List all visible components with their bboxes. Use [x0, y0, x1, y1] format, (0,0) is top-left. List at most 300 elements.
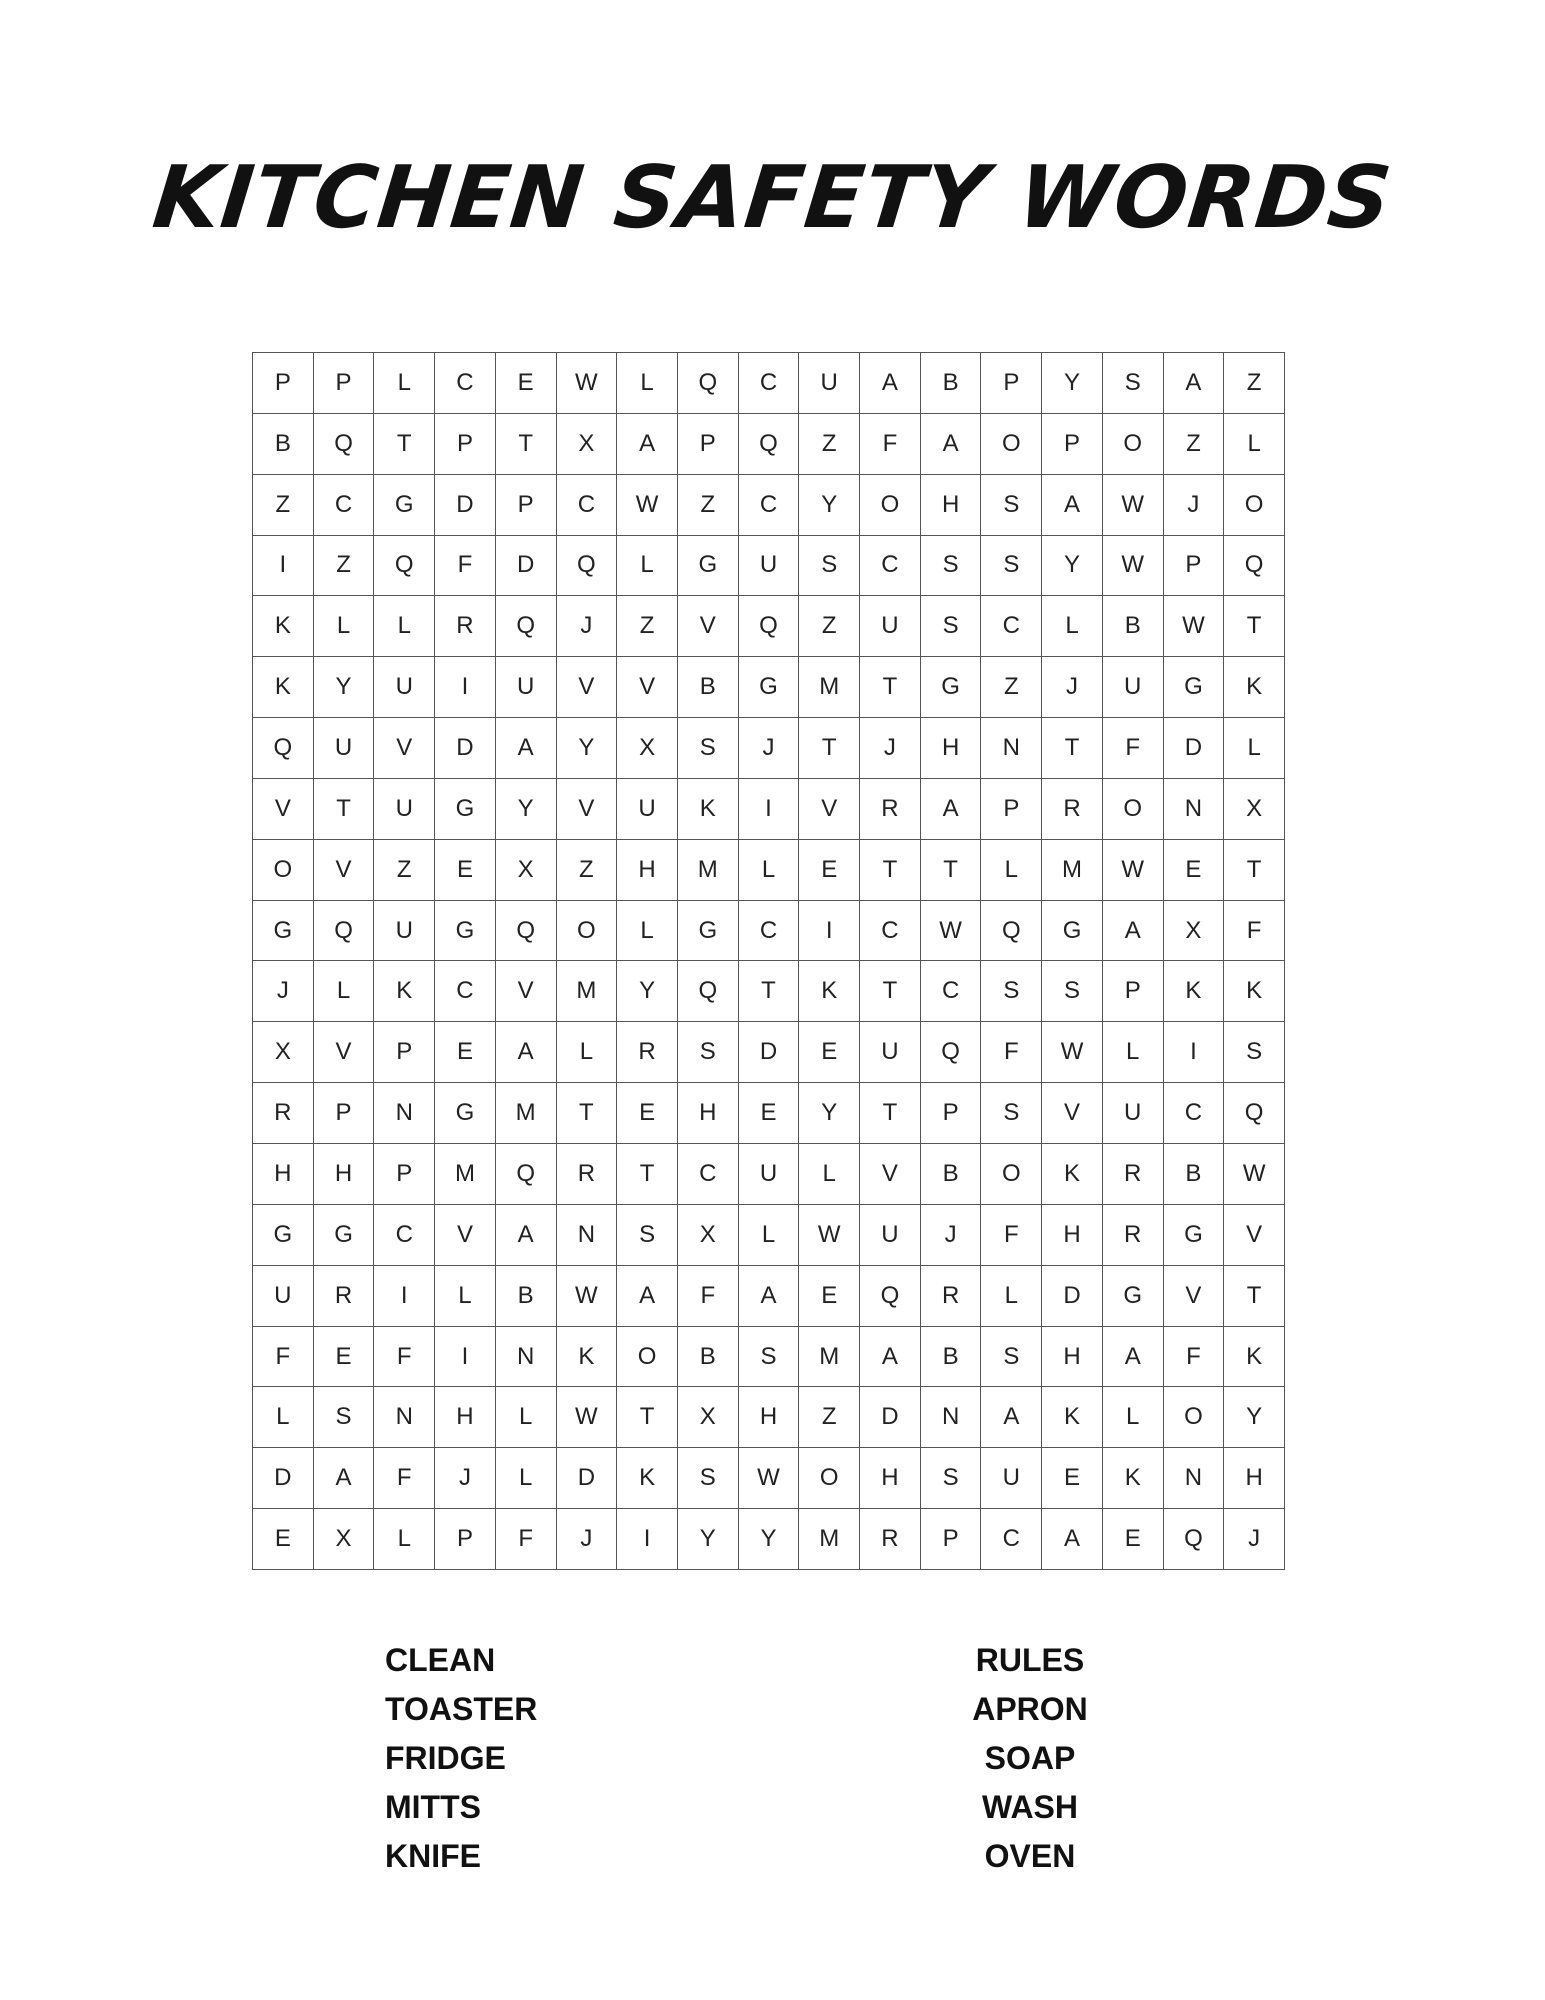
grid-cell[interactable]: Q — [860, 1266, 921, 1327]
grid-cell[interactable]: R — [860, 1509, 921, 1570]
grid-cell[interactable]: Y — [739, 1509, 800, 1570]
grid-cell[interactable]: L — [739, 1205, 800, 1266]
grid-cell[interactable]: N — [1164, 779, 1225, 840]
grid-cell[interactable]: S — [981, 475, 1042, 536]
grid-cell[interactable]: T — [1224, 1266, 1285, 1327]
grid-cell[interactable]: R — [435, 596, 496, 657]
grid-cell[interactable]: F — [860, 414, 921, 475]
grid-cell[interactable]: F — [253, 1327, 314, 1388]
grid-cell[interactable]: U — [981, 1448, 1042, 1509]
grid-cell[interactable]: E — [799, 1022, 860, 1083]
grid-cell[interactable]: G — [435, 1083, 496, 1144]
grid-cell[interactable]: L — [253, 1387, 314, 1448]
grid-cell[interactable]: I — [253, 536, 314, 597]
grid-cell[interactable]: A — [921, 779, 982, 840]
grid-cell[interactable]: D — [435, 475, 496, 536]
grid-cell[interactable]: G — [1164, 1205, 1225, 1266]
grid-cell[interactable]: B — [921, 353, 982, 414]
grid-cell[interactable]: O — [981, 414, 1042, 475]
grid-cell[interactable]: F — [374, 1327, 435, 1388]
grid-cell[interactable]: W — [1103, 840, 1164, 901]
grid-cell[interactable]: K — [1042, 1144, 1103, 1205]
grid-cell[interactable]: G — [374, 475, 435, 536]
grid-cell[interactable]: T — [739, 961, 800, 1022]
grid-cell[interactable]: U — [374, 901, 435, 962]
grid-cell[interactable]: G — [1103, 1266, 1164, 1327]
grid-cell[interactable]: A — [1042, 1509, 1103, 1570]
grid-cell[interactable]: H — [1042, 1327, 1103, 1388]
grid-cell[interactable]: L — [1103, 1387, 1164, 1448]
grid-cell[interactable]: M — [678, 840, 739, 901]
grid-cell[interactable]: K — [1224, 961, 1285, 1022]
grid-cell[interactable]: Q — [678, 961, 739, 1022]
grid-cell[interactable]: S — [921, 596, 982, 657]
grid-cell[interactable]: S — [981, 1327, 1042, 1388]
grid-cell[interactable]: P — [981, 353, 1042, 414]
grid-cell[interactable]: V — [1042, 1083, 1103, 1144]
grid-cell[interactable]: N — [981, 718, 1042, 779]
grid-cell[interactable]: I — [435, 1327, 496, 1388]
grid-cell[interactable]: L — [435, 1266, 496, 1327]
grid-cell[interactable]: O — [253, 840, 314, 901]
grid-cell[interactable]: X — [314, 1509, 375, 1570]
grid-cell[interactable]: D — [496, 536, 557, 597]
grid-cell[interactable]: Z — [253, 475, 314, 536]
grid-cell[interactable]: B — [1103, 596, 1164, 657]
grid-cell[interactable]: I — [1164, 1022, 1225, 1083]
grid-cell[interactable]: D — [860, 1387, 921, 1448]
grid-cell[interactable]: S — [981, 1083, 1042, 1144]
grid-cell[interactable]: P — [253, 353, 314, 414]
grid-cell[interactable]: S — [1224, 1022, 1285, 1083]
grid-cell[interactable]: P — [1042, 414, 1103, 475]
grid-cell[interactable]: Z — [1224, 353, 1285, 414]
grid-cell[interactable]: H — [253, 1144, 314, 1205]
grid-cell[interactable]: L — [557, 1022, 618, 1083]
grid-cell[interactable]: Q — [678, 353, 739, 414]
grid-cell[interactable]: R — [314, 1266, 375, 1327]
grid-cell[interactable]: A — [496, 718, 557, 779]
grid-cell[interactable]: L — [1042, 596, 1103, 657]
grid-cell[interactable]: V — [1164, 1266, 1225, 1327]
grid-cell[interactable]: D — [253, 1448, 314, 1509]
grid-cell[interactable]: T — [860, 657, 921, 718]
grid-cell[interactable]: Y — [617, 961, 678, 1022]
grid-cell[interactable]: W — [1164, 596, 1225, 657]
grid-cell[interactable]: G — [314, 1205, 375, 1266]
grid-cell[interactable]: E — [1164, 840, 1225, 901]
grid-cell[interactable]: V — [374, 718, 435, 779]
grid-cell[interactable]: U — [314, 718, 375, 779]
grid-cell[interactable]: J — [1042, 657, 1103, 718]
grid-cell[interactable]: Q — [1224, 536, 1285, 597]
grid-cell[interactable]: A — [617, 1266, 678, 1327]
grid-cell[interactable]: V — [314, 1022, 375, 1083]
grid-cell[interactable]: W — [1224, 1144, 1285, 1205]
grid-cell[interactable]: J — [739, 718, 800, 779]
grid-cell[interactable]: W — [739, 1448, 800, 1509]
grid-cell[interactable]: U — [1103, 1083, 1164, 1144]
grid-cell[interactable]: Z — [1164, 414, 1225, 475]
grid-cell[interactable]: B — [678, 657, 739, 718]
grid-cell[interactable]: S — [921, 1448, 982, 1509]
grid-cell[interactable]: C — [435, 961, 496, 1022]
grid-cell[interactable]: U — [374, 657, 435, 718]
grid-cell[interactable]: Q — [496, 1144, 557, 1205]
grid-cell[interactable]: C — [557, 475, 618, 536]
grid-cell[interactable]: F — [1224, 901, 1285, 962]
grid-cell[interactable]: G — [1164, 657, 1225, 718]
grid-cell[interactable]: Y — [496, 779, 557, 840]
grid-cell[interactable]: R — [1103, 1205, 1164, 1266]
grid-cell[interactable]: W — [557, 353, 618, 414]
grid-cell[interactable]: E — [1042, 1448, 1103, 1509]
grid-cell[interactable]: A — [314, 1448, 375, 1509]
grid-cell[interactable]: P — [374, 1022, 435, 1083]
grid-cell[interactable]: Z — [557, 840, 618, 901]
grid-cell[interactable]: Q — [739, 596, 800, 657]
grid-cell[interactable]: L — [739, 840, 800, 901]
grid-cell[interactable]: R — [1103, 1144, 1164, 1205]
grid-cell[interactable]: K — [557, 1327, 618, 1388]
grid-cell[interactable]: Y — [799, 1083, 860, 1144]
grid-cell[interactable]: X — [678, 1205, 739, 1266]
grid-cell[interactable]: H — [678, 1083, 739, 1144]
grid-cell[interactable]: O — [799, 1448, 860, 1509]
grid-cell[interactable]: C — [860, 901, 921, 962]
grid-cell[interactable]: H — [921, 475, 982, 536]
grid-cell[interactable]: L — [314, 961, 375, 1022]
grid-cell[interactable]: L — [981, 840, 1042, 901]
grid-cell[interactable]: G — [678, 901, 739, 962]
grid-cell[interactable]: U — [860, 596, 921, 657]
grid-cell[interactable]: Q — [496, 901, 557, 962]
grid-cell[interactable]: R — [617, 1022, 678, 1083]
grid-cell[interactable]: U — [739, 1144, 800, 1205]
grid-cell[interactable]: T — [799, 718, 860, 779]
grid-cell[interactable]: U — [739, 536, 800, 597]
grid-cell[interactable]: U — [799, 353, 860, 414]
grid-cell[interactable]: G — [1042, 901, 1103, 962]
grid-cell[interactable]: W — [1042, 1022, 1103, 1083]
grid-cell[interactable]: L — [374, 596, 435, 657]
grid-cell[interactable]: G — [678, 536, 739, 597]
grid-cell[interactable]: Z — [678, 475, 739, 536]
grid-cell[interactable]: F — [678, 1266, 739, 1327]
grid-cell[interactable]: Z — [617, 596, 678, 657]
grid-cell[interactable]: B — [921, 1327, 982, 1388]
grid-cell[interactable]: T — [921, 840, 982, 901]
grid-cell[interactable]: B — [496, 1266, 557, 1327]
grid-cell[interactable]: C — [981, 596, 1042, 657]
grid-cell[interactable]: A — [921, 414, 982, 475]
grid-cell[interactable]: K — [1164, 961, 1225, 1022]
grid-cell[interactable]: G — [253, 901, 314, 962]
grid-cell[interactable]: W — [1103, 536, 1164, 597]
grid-cell[interactable]: C — [314, 475, 375, 536]
grid-cell[interactable]: O — [981, 1144, 1042, 1205]
grid-cell[interactable]: A — [1042, 475, 1103, 536]
grid-cell[interactable]: Z — [799, 414, 860, 475]
grid-cell[interactable]: X — [496, 840, 557, 901]
grid-cell[interactable]: L — [1224, 718, 1285, 779]
grid-cell[interactable]: V — [557, 779, 618, 840]
grid-cell[interactable]: F — [1103, 718, 1164, 779]
grid-cell[interactable]: C — [435, 353, 496, 414]
grid-cell[interactable]: U — [860, 1205, 921, 1266]
grid-cell[interactable]: P — [496, 475, 557, 536]
grid-cell[interactable]: H — [1042, 1205, 1103, 1266]
grid-cell[interactable]: H — [435, 1387, 496, 1448]
grid-cell[interactable]: C — [739, 901, 800, 962]
grid-cell[interactable]: D — [739, 1022, 800, 1083]
grid-cell[interactable]: M — [799, 1509, 860, 1570]
grid-cell[interactable]: Y — [557, 718, 618, 779]
grid-cell[interactable]: E — [314, 1327, 375, 1388]
grid-cell[interactable]: P — [435, 1509, 496, 1570]
grid-cell[interactable]: Y — [314, 657, 375, 718]
grid-cell[interactable]: P — [678, 414, 739, 475]
grid-cell[interactable]: S — [678, 1022, 739, 1083]
grid-cell[interactable]: S — [739, 1327, 800, 1388]
grid-cell[interactable]: U — [617, 779, 678, 840]
grid-cell[interactable]: E — [799, 1266, 860, 1327]
grid-cell[interactable]: C — [678, 1144, 739, 1205]
grid-cell[interactable]: L — [496, 1387, 557, 1448]
grid-cell[interactable]: S — [921, 536, 982, 597]
grid-cell[interactable]: M — [435, 1144, 496, 1205]
grid-cell[interactable]: D — [557, 1448, 618, 1509]
grid-cell[interactable]: M — [1042, 840, 1103, 901]
grid-cell[interactable]: O — [860, 475, 921, 536]
grid-cell[interactable]: H — [739, 1387, 800, 1448]
grid-cell[interactable]: F — [435, 536, 496, 597]
grid-cell[interactable]: P — [921, 1083, 982, 1144]
grid-cell[interactable]: K — [1224, 657, 1285, 718]
grid-cell[interactable]: R — [253, 1083, 314, 1144]
grid-cell[interactable]: I — [617, 1509, 678, 1570]
grid-cell[interactable]: E — [435, 840, 496, 901]
grid-cell[interactable]: Q — [557, 536, 618, 597]
grid-cell[interactable]: V — [678, 596, 739, 657]
grid-cell[interactable]: V — [617, 657, 678, 718]
grid-cell[interactable]: T — [374, 414, 435, 475]
grid-cell[interactable]: Z — [799, 1387, 860, 1448]
grid-cell[interactable]: W — [921, 901, 982, 962]
grid-cell[interactable]: I — [799, 901, 860, 962]
grid-cell[interactable]: Q — [253, 718, 314, 779]
grid-cell[interactable]: P — [921, 1509, 982, 1570]
grid-cell[interactable]: N — [557, 1205, 618, 1266]
grid-cell[interactable]: C — [1164, 1083, 1225, 1144]
grid-cell[interactable]: K — [1103, 1448, 1164, 1509]
grid-cell[interactable]: L — [799, 1144, 860, 1205]
grid-cell[interactable]: J — [1224, 1509, 1285, 1570]
grid-cell[interactable]: K — [617, 1448, 678, 1509]
grid-cell[interactable]: K — [253, 657, 314, 718]
grid-cell[interactable]: I — [374, 1266, 435, 1327]
grid-cell[interactable]: W — [1103, 475, 1164, 536]
grid-cell[interactable]: K — [678, 779, 739, 840]
grid-cell[interactable]: E — [617, 1083, 678, 1144]
grid-cell[interactable]: V — [799, 779, 860, 840]
grid-cell[interactable]: S — [981, 961, 1042, 1022]
grid-cell[interactable]: K — [374, 961, 435, 1022]
grid-cell[interactable]: Y — [678, 1509, 739, 1570]
grid-cell[interactable]: B — [1164, 1144, 1225, 1205]
grid-cell[interactable]: S — [617, 1205, 678, 1266]
grid-cell[interactable]: A — [496, 1022, 557, 1083]
grid-cell[interactable]: F — [1164, 1327, 1225, 1388]
grid-cell[interactable]: R — [860, 779, 921, 840]
grid-cell[interactable]: X — [1164, 901, 1225, 962]
grid-cell[interactable]: S — [1103, 353, 1164, 414]
grid-cell[interactable]: Z — [314, 536, 375, 597]
grid-cell[interactable]: T — [860, 840, 921, 901]
grid-cell[interactable]: S — [678, 1448, 739, 1509]
grid-cell[interactable]: S — [1042, 961, 1103, 1022]
grid-cell[interactable]: V — [253, 779, 314, 840]
grid-cell[interactable]: L — [1103, 1022, 1164, 1083]
grid-cell[interactable]: P — [314, 1083, 375, 1144]
grid-cell[interactable]: A — [496, 1205, 557, 1266]
grid-cell[interactable]: K — [1224, 1327, 1285, 1388]
grid-cell[interactable]: G — [921, 657, 982, 718]
grid-cell[interactable]: V — [860, 1144, 921, 1205]
grid-cell[interactable]: E — [799, 840, 860, 901]
grid-cell[interactable]: W — [799, 1205, 860, 1266]
grid-cell[interactable]: Q — [1224, 1083, 1285, 1144]
grid-cell[interactable]: N — [496, 1327, 557, 1388]
grid-cell[interactable]: X — [1224, 779, 1285, 840]
grid-cell[interactable]: J — [860, 718, 921, 779]
grid-cell[interactable]: H — [860, 1448, 921, 1509]
grid-cell[interactable]: L — [981, 1266, 1042, 1327]
grid-cell[interactable]: L — [617, 901, 678, 962]
grid-cell[interactable]: K — [253, 596, 314, 657]
grid-cell[interactable]: A — [739, 1266, 800, 1327]
grid-cell[interactable]: T — [1224, 840, 1285, 901]
grid-cell[interactable]: F — [374, 1448, 435, 1509]
grid-cell[interactable]: Q — [496, 596, 557, 657]
grid-cell[interactable]: L — [314, 596, 375, 657]
grid-cell[interactable]: T — [557, 1083, 618, 1144]
grid-cell[interactable]: X — [253, 1022, 314, 1083]
grid-cell[interactable]: A — [1103, 1327, 1164, 1388]
grid-cell[interactable]: D — [435, 718, 496, 779]
grid-cell[interactable]: O — [1103, 414, 1164, 475]
grid-cell[interactable]: L — [496, 1448, 557, 1509]
grid-cell[interactable]: M — [799, 1327, 860, 1388]
grid-cell[interactable]: Y — [1042, 353, 1103, 414]
grid-cell[interactable]: T — [314, 779, 375, 840]
grid-cell[interactable]: Y — [1042, 536, 1103, 597]
grid-cell[interactable]: L — [374, 353, 435, 414]
grid-cell[interactable]: S — [799, 536, 860, 597]
grid-cell[interactable]: Q — [314, 414, 375, 475]
grid-cell[interactable]: Q — [981, 901, 1042, 962]
grid-cell[interactable]: A — [981, 1387, 1042, 1448]
grid-cell[interactable]: G — [253, 1205, 314, 1266]
grid-cell[interactable]: J — [435, 1448, 496, 1509]
grid-cell[interactable]: U — [496, 657, 557, 718]
grid-cell[interactable]: L — [617, 353, 678, 414]
grid-cell[interactable]: A — [860, 353, 921, 414]
grid-cell[interactable]: I — [435, 657, 496, 718]
grid-cell[interactable]: Z — [799, 596, 860, 657]
grid-cell[interactable]: Q — [374, 536, 435, 597]
grid-cell[interactable]: K — [1042, 1387, 1103, 1448]
grid-cell[interactable]: Q — [314, 901, 375, 962]
grid-cell[interactable]: V — [435, 1205, 496, 1266]
grid-cell[interactable]: T — [617, 1144, 678, 1205]
grid-cell[interactable]: P — [981, 779, 1042, 840]
grid-cell[interactable]: S — [678, 718, 739, 779]
grid-cell[interactable]: P — [314, 353, 375, 414]
grid-cell[interactable]: W — [557, 1387, 618, 1448]
grid-cell[interactable]: V — [557, 657, 618, 718]
grid-cell[interactable]: Z — [981, 657, 1042, 718]
grid-cell[interactable]: H — [1224, 1448, 1285, 1509]
grid-cell[interactable]: R — [921, 1266, 982, 1327]
grid-cell[interactable]: E — [496, 353, 557, 414]
grid-cell[interactable]: X — [617, 718, 678, 779]
grid-cell[interactable]: O — [1103, 779, 1164, 840]
grid-cell[interactable]: C — [981, 1509, 1042, 1570]
grid-cell[interactable]: U — [860, 1022, 921, 1083]
grid-cell[interactable]: C — [860, 536, 921, 597]
grid-cell[interactable]: H — [617, 840, 678, 901]
grid-cell[interactable]: L — [1224, 414, 1285, 475]
grid-cell[interactable]: T — [860, 961, 921, 1022]
grid-cell[interactable]: J — [921, 1205, 982, 1266]
grid-cell[interactable]: B — [253, 414, 314, 475]
grid-cell[interactable]: C — [921, 961, 982, 1022]
grid-cell[interactable]: Y — [799, 475, 860, 536]
grid-cell[interactable]: O — [1224, 475, 1285, 536]
grid-cell[interactable]: T — [860, 1083, 921, 1144]
grid-cell[interactable]: M — [496, 1083, 557, 1144]
grid-cell[interactable]: J — [557, 1509, 618, 1570]
grid-cell[interactable]: B — [921, 1144, 982, 1205]
grid-cell[interactable]: S — [981, 536, 1042, 597]
grid-cell[interactable]: G — [435, 779, 496, 840]
grid-cell[interactable]: T — [617, 1387, 678, 1448]
grid-cell[interactable]: N — [921, 1387, 982, 1448]
grid-cell[interactable]: A — [860, 1327, 921, 1388]
grid-cell[interactable]: T — [1042, 718, 1103, 779]
grid-cell[interactable]: Q — [1164, 1509, 1225, 1570]
grid-cell[interactable]: L — [617, 536, 678, 597]
grid-cell[interactable]: K — [799, 961, 860, 1022]
grid-cell[interactable]: J — [253, 961, 314, 1022]
grid-cell[interactable]: N — [374, 1387, 435, 1448]
grid-cell[interactable]: E — [739, 1083, 800, 1144]
grid-cell[interactable]: D — [1042, 1266, 1103, 1327]
grid-cell[interactable]: T — [496, 414, 557, 475]
grid-cell[interactable]: V — [496, 961, 557, 1022]
grid-cell[interactable]: A — [1103, 901, 1164, 962]
grid-cell[interactable]: P — [374, 1144, 435, 1205]
grid-cell[interactable]: E — [253, 1509, 314, 1570]
grid-cell[interactable]: X — [678, 1387, 739, 1448]
grid-cell[interactable]: O — [617, 1327, 678, 1388]
grid-cell[interactable]: H — [314, 1144, 375, 1205]
grid-cell[interactable]: J — [557, 596, 618, 657]
grid-cell[interactable]: F — [981, 1022, 1042, 1083]
grid-cell[interactable]: P — [1164, 536, 1225, 597]
grid-cell[interactable]: E — [1103, 1509, 1164, 1570]
